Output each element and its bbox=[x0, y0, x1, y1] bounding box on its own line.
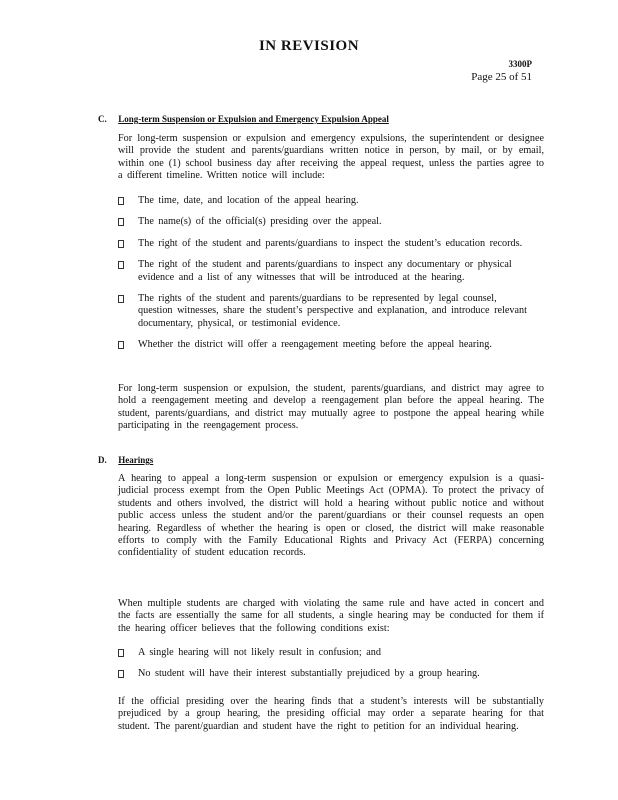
list-item: The right of the student and parents/guardians to inspect the student’s education records. bbox=[118, 238, 530, 250]
section-d-title: Hearings bbox=[118, 455, 154, 465]
section-c-letter: C. bbox=[98, 114, 107, 124]
policy-code: 3300P bbox=[508, 59, 532, 69]
section-d-para-2: When multiple students are charged with violating the same rule and have acted in concert and the facts are essentially the same for all students, a single hearing may be conducted for them if the hearing officer believes that the following conditions exist: bbox=[118, 598, 544, 634]
checkbox-bullet-icon bbox=[118, 261, 124, 269]
section-d-para-3: If the official presiding over the hearing finds that a student’s interests will be substantially prejudiced by a group hearing, the presiding official may order a separate hearing for that student. The parent/guardian and student have the right to petition for an individual hearing. bbox=[118, 696, 544, 732]
checkbox-bullet-icon bbox=[118, 341, 124, 349]
section-c-intro: For long-term suspension or expulsion and emergency expulsions, the superintendent or designee will provide the student and parents/guardians written notice in person, by mail, or by email, within one (1) school business day after receiving the appeal request, unless the parties agree to a different timeline. Written notice will include: bbox=[118, 133, 544, 182]
list-item: No student will have their interest substantially prejudiced by a group hearing. bbox=[118, 668, 530, 680]
section-c-closing: For long-term suspension or expulsion, the student, parents/guardians, and district may agree to hold a reengagement meeting and develop a reengagement plan before the appeal hearing. The student, parents/guardians, and district may mutually agree to postpone the appeal hearing while participating in the reengagement process. bbox=[118, 383, 544, 432]
section-d-heading bbox=[98, 455, 153, 465]
page-number: Page 25 of 51 bbox=[471, 71, 532, 83]
checkbox-bullet-icon bbox=[118, 218, 124, 226]
section-c-bullet-list bbox=[118, 195, 530, 361]
section-d-bullet-list bbox=[118, 647, 530, 690]
section-d-letter: D. bbox=[98, 455, 107, 465]
checkbox-bullet-icon bbox=[118, 240, 124, 248]
list-item: Whether the district will offer a reengagement meeting before the appeal hearing. bbox=[118, 339, 530, 351]
section-c-heading bbox=[98, 114, 518, 124]
list-item: The rights of the student and parents/guardians to be represented by legal counsel, question witnesses, share the student’s perspective and explanation, and introduce relevant documentary, physical, or testimonial evidence. bbox=[118, 293, 530, 330]
list-item: The time, date, and location of the appeal hearing. bbox=[118, 195, 530, 207]
list-item: A single hearing will not likely result in confusion; and bbox=[118, 647, 530, 659]
section-d-para-1: A hearing to appeal a long-term suspension or expulsion or emergency expulsion is a quasi-judicial process exempt from the Open Public Meetings Act (OPMA). To protect the privacy of students and others involved, the district will hold a hearing without public notice and without public access unless the student and/or the parent/guardians or their counsel requests an open hearing. Regardless of whether the hearing is open or closed, the district will make reasonable efforts to comply with the Family Educational Rights and Privacy Act (FERPA) concerning confidentiality of student education records. bbox=[118, 473, 544, 559]
checkbox-bullet-icon bbox=[118, 197, 124, 205]
checkbox-bullet-icon bbox=[118, 670, 124, 678]
checkbox-bullet-icon bbox=[118, 649, 124, 657]
list-item: The name(s) of the official(s) presiding over the appeal. bbox=[118, 216, 530, 228]
list-item: The right of the student and parents/guardians to inspect any documentary or physical evidence and a list of any witnesses that will be introduced at the hearing. bbox=[118, 259, 530, 284]
checkbox-bullet-icon bbox=[118, 295, 124, 303]
section-c-title: Long-term Suspension or Expulsion and Emergency Expulsion Appeal bbox=[118, 114, 389, 124]
page-title: IN REVISION bbox=[258, 38, 360, 54]
